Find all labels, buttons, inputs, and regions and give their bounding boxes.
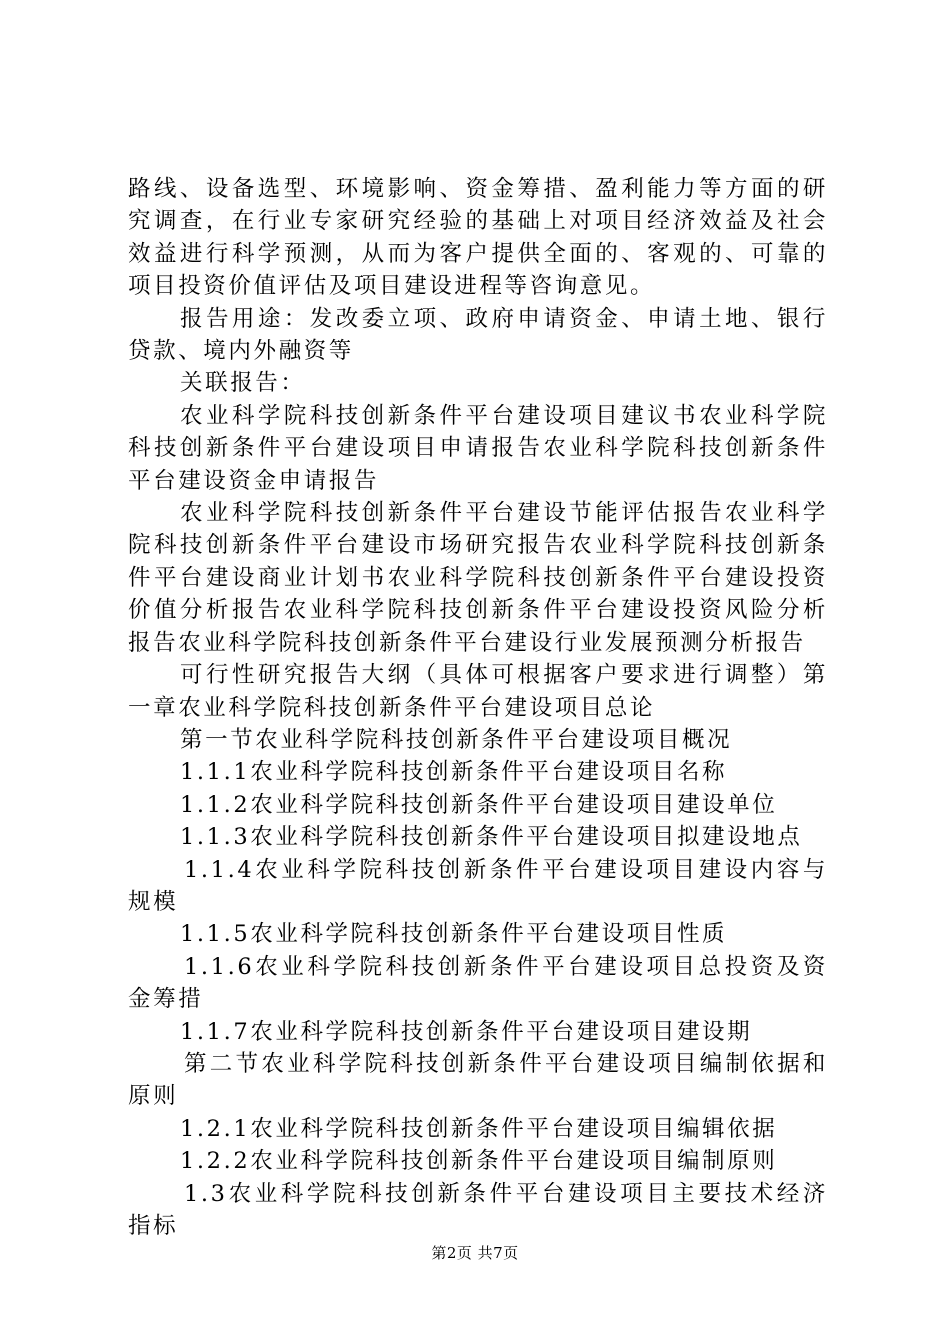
outline-item: 1.1.6农业科学院科技创新条件平台建设项目总投资及资金筹措 [128,953,828,1013]
outline-item: 1.1.3农业科学院科技创新条件平台建设项目拟建设地点 [180,824,803,851]
page-number-footer: 第2页 共7页 [431,1244,519,1262]
outline-item: 1.1.2农业科学院科技创新条件平台建设项目建设单位 [180,791,778,818]
paragraph: 可行性研究报告大纲（具体可根据客户要求进行调整）第一章农业科学院科技创新条件平台建设项目总论 [128,662,828,721]
paragraph: 报告用途：发改委立项、政府申请资金、申请土地、银行贷款、境内外融资等 [128,305,828,365]
paragraph: 农业科学院科技创新条件平台建设节能评估报告农业科学院科技创新条件平台建设市场研究报告农业科学院科技创新条件平台建设商业计划书农业科学院科技创新条件平台建设投资价值分析报告农业科学院科技创新条件平台建设投资风险分析报告农业科学院科技创新条件平台建设行业发展预测分析报告 [128,500,828,656]
outline-item: 1.2.2农业科学院科技创新条件平台建设项目编制原则 [180,1148,778,1175]
outline-item: 1.1.5农业科学院科技创新条件平台建设项目性质 [180,921,728,948]
paragraph: 农业科学院科技创新条件平台建设项目建议书农业科学院科技创新条件平台建设项目申请报告农业科学院科技创新条件平台建设资金申请报告 [128,402,828,494]
section-heading: 第二节农业科学院科技创新条件平台建设项目编制依据和原则 [128,1050,828,1110]
outline-item: 1.1.4农业科学院科技创新条件平台建设项目建设内容与规模 [128,856,828,915]
document-body [128,173,828,1242]
outline-item: 1.2.1农业科学院科技创新条件平台建设项目编辑依据 [180,1115,778,1142]
outline-item: 1.1.1农业科学院科技创新条件平台建设项目名称 [180,759,728,786]
section-heading: 第一节农业科学院科技创新条件平台建设项目概况 [180,726,733,753]
paragraph: 关联报告： [180,370,306,397]
outline-item: 1.3农业科学院科技创新条件平台建设项目主要技术经济指标 [128,1180,828,1239]
paragraph: 路线、设备选型、环境影响、资金筹措、盈利能力等方面的研究调查，在行业专家研究经验的基础上对项目经济效益及社会效益进行科学预测，从而为客户提供全面的、客观的、可靠的项目投资价值评估及项目建设进程等咨询意见。 [128,176,828,300]
outline-item: 1.1.7农业科学院科技创新条件平台建设项目建设期 [180,1018,753,1045]
